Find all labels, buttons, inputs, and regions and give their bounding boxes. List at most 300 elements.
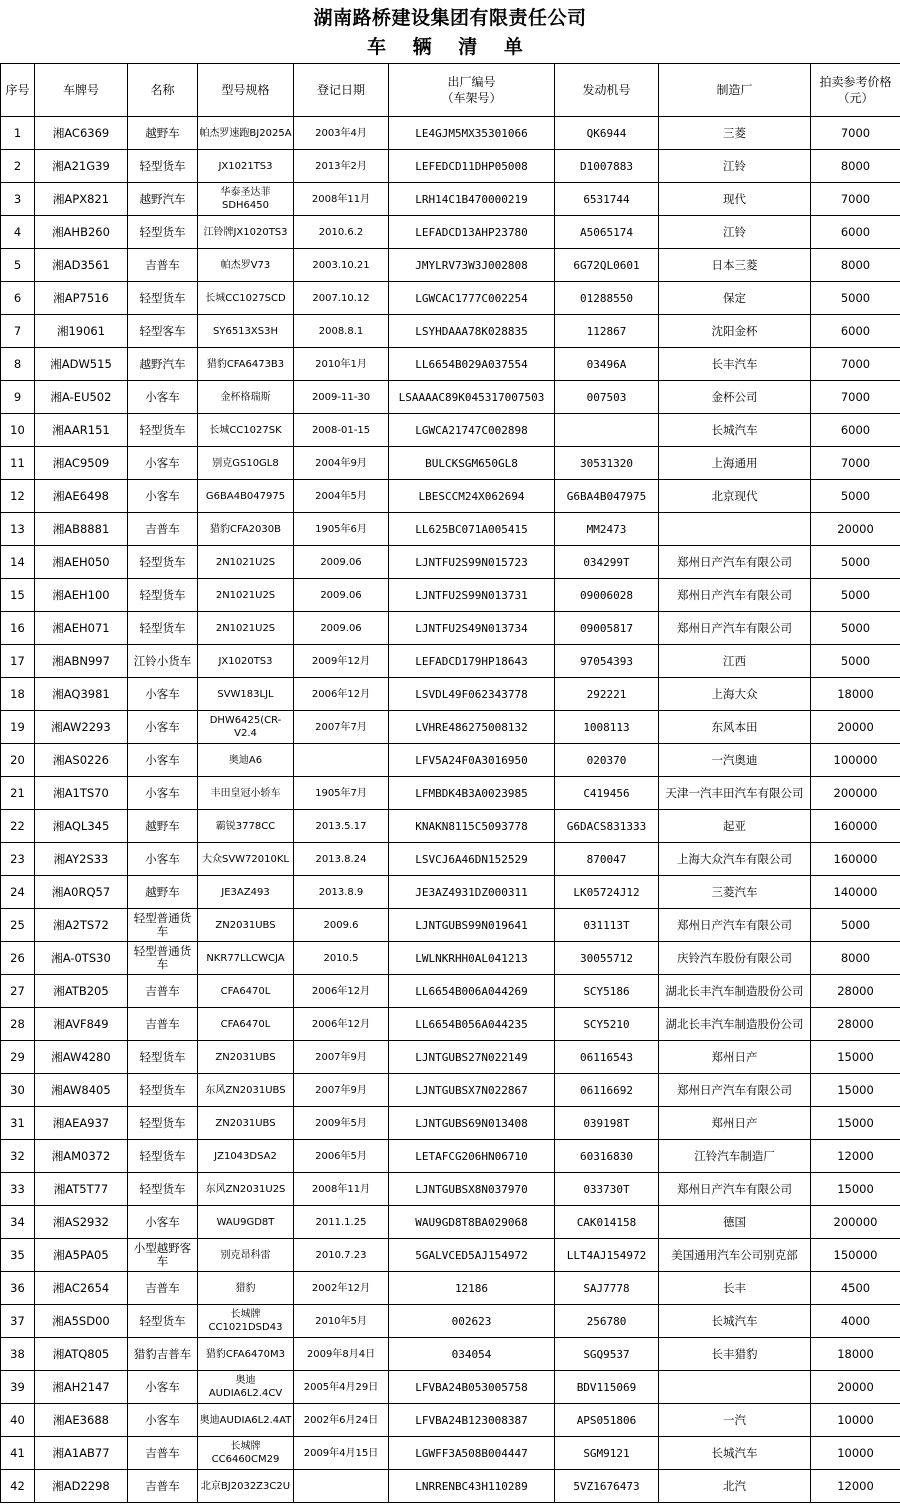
cell-price: 100000: [811, 744, 900, 777]
cell-price: 8000: [811, 942, 900, 975]
cell-model: G6BA4B047975: [198, 480, 294, 513]
cell-index: 24: [1, 876, 35, 909]
cell-name: 轻型货车: [128, 1041, 198, 1074]
cell-name: 越野汽车: [128, 348, 198, 381]
document-header: [0, 0, 900, 63]
table-row: [1, 744, 900, 777]
cell-plate: 湘AVF849: [35, 1008, 128, 1041]
cell-name: 小客车: [128, 447, 198, 480]
cell-maker: 长城汽车: [659, 1437, 811, 1470]
cell-price: 15000: [811, 1107, 900, 1140]
table-row: [1, 447, 900, 480]
cell-name: 轻型货车: [128, 414, 198, 447]
cell-plate: 湘ATQ805: [35, 1338, 128, 1371]
cell-plate: 湘AHB260: [35, 216, 128, 249]
cell-engine: 6G72QL0601: [555, 249, 659, 282]
cell-reg-date: 2009年8月4日: [294, 1338, 389, 1371]
cell-maker: 湖北长丰汽车制造股份公司: [659, 1008, 811, 1041]
cell-maker: 郑州日产: [659, 1041, 811, 1074]
cell-index: 4: [1, 216, 35, 249]
cell-plate: 湘AEA937: [35, 1107, 128, 1140]
header-vin: [389, 64, 555, 117]
cell-model: 帕杰罗速跑BJ2025A: [198, 117, 294, 150]
cell-maker: 美国通用汽车公司别克部: [659, 1239, 811, 1272]
cell-engine: [555, 414, 659, 447]
header-vin-line1: 出厂编号: [447, 75, 496, 89]
cell-model: 霸锐3778CC: [198, 810, 294, 843]
cell-maker: 上海大众汽车有限公司: [659, 843, 811, 876]
cell-price: 7000: [811, 348, 900, 381]
cell-name: 轻型货车: [128, 1074, 198, 1107]
cell-index: 35: [1, 1239, 35, 1272]
cell-reg-date: [294, 744, 389, 777]
table-row: [1, 975, 900, 1008]
table-row: [1, 711, 900, 744]
cell-model: 猎豹: [198, 1272, 294, 1305]
cell-reg-date: 2006年12月: [294, 975, 389, 1008]
cell-maker: 郑州日产汽车有限公司: [659, 1074, 811, 1107]
cell-engine: 031113T: [555, 909, 659, 942]
cell-vin: 002623: [389, 1305, 555, 1338]
cell-maker: 江西: [659, 645, 811, 678]
table-row: [1, 1008, 900, 1041]
cell-plate: 湘AD2298: [35, 1470, 128, 1503]
cell-reg-date: 2008年11月: [294, 183, 389, 216]
cell-plate: 湘AD3561: [35, 249, 128, 282]
header-name: 名称: [128, 64, 198, 117]
cell-price: 7000: [811, 183, 900, 216]
cell-name: 小客车: [128, 711, 198, 744]
cell-model: 猎豹CFA2030B: [198, 513, 294, 546]
cell-price: 15000: [811, 1041, 900, 1074]
cell-index: 29: [1, 1041, 35, 1074]
cell-model: 奥迪AUDIA6L2.4AT: [198, 1404, 294, 1437]
cell-model: WAU9GD8T: [198, 1206, 294, 1239]
cell-plate: 湘AEH100: [35, 579, 128, 612]
cell-price: 12000: [811, 1140, 900, 1173]
cell-vin: LFMBDK4B3A0023985: [389, 777, 555, 810]
cell-model: 东风ZN2031UBS: [198, 1074, 294, 1107]
cell-price: 7000: [811, 447, 900, 480]
cell-name: 轻型货车: [128, 150, 198, 183]
header-plate: 车牌号: [35, 64, 128, 117]
cell-index: 25: [1, 909, 35, 942]
cell-engine: C419456: [555, 777, 659, 810]
cell-engine: SCY5210: [555, 1008, 659, 1041]
cell-vin: LNRRENBC43H110289: [389, 1470, 555, 1503]
cell-engine: SGQ9537: [555, 1338, 659, 1371]
header-reg-date: 登记日期: [294, 64, 389, 117]
cell-index: 14: [1, 546, 35, 579]
cell-maker: 长城汽车: [659, 414, 811, 447]
cell-plate: 湘AE3688: [35, 1404, 128, 1437]
cell-engine: SCY5186: [555, 975, 659, 1008]
cell-index: 21: [1, 777, 35, 810]
table-row: [1, 150, 900, 183]
table-row: [1, 678, 900, 711]
cell-name: 轻型货车: [128, 1305, 198, 1338]
cell-model: 东风ZN2031U2S: [198, 1173, 294, 1206]
cell-model: ZN2031UBS: [198, 1041, 294, 1074]
cell-reg-date: 1905年7月: [294, 777, 389, 810]
cell-model: 长城牌CC6460CM29: [198, 1437, 294, 1470]
cell-price: 6000: [811, 414, 900, 447]
cell-index: 19: [1, 711, 35, 744]
cell-model: ZN2031UBS: [198, 1107, 294, 1140]
cell-plate: 湘AS0226: [35, 744, 128, 777]
cell-plate: 湘AM0372: [35, 1140, 128, 1173]
cell-index: 27: [1, 975, 35, 1008]
table-row: [1, 1305, 900, 1338]
cell-name: 轻型货车: [128, 1173, 198, 1206]
header-maker: 制造厂: [659, 64, 811, 117]
cell-vin: 5GALVCED5AJ154972: [389, 1239, 555, 1272]
cell-engine: 09006028: [555, 579, 659, 612]
cell-engine: APS051806: [555, 1404, 659, 1437]
cell-maker: 东风本田: [659, 711, 811, 744]
cell-reg-date: 2008年11月: [294, 1173, 389, 1206]
table-row: [1, 1272, 900, 1305]
header-vin-line2: （车架号）: [441, 91, 502, 105]
cell-model: 帕杰罗V73: [198, 249, 294, 282]
cell-maker: 上海大众: [659, 678, 811, 711]
cell-plate: 湘ABN997: [35, 645, 128, 678]
cell-plate: 湘A-0TS30: [35, 942, 128, 975]
cell-plate: 湘A5SD00: [35, 1305, 128, 1338]
cell-name: 越野车: [128, 876, 198, 909]
cell-maker: 郑州日产汽车有限公司: [659, 612, 811, 645]
cell-model: 2N1021U2S: [198, 579, 294, 612]
cell-model: CFA6470L: [198, 975, 294, 1008]
cell-plate: 湘A1TS70: [35, 777, 128, 810]
cell-reg-date: 2007年9月: [294, 1041, 389, 1074]
cell-maker: 三菱: [659, 117, 811, 150]
cell-vin: LSYHDAAA78K028835: [389, 315, 555, 348]
cell-engine: 256780: [555, 1305, 659, 1338]
table-row: [1, 348, 900, 381]
cell-maker: 德国: [659, 1206, 811, 1239]
cell-vin: JE3AZ4931DZ000311: [389, 876, 555, 909]
header-index: 序号: [1, 64, 35, 117]
cell-vin: LJNTGUBSX7N022867: [389, 1074, 555, 1107]
cell-plate: 湘AS2932: [35, 1206, 128, 1239]
cell-index: 3: [1, 183, 35, 216]
table-row: [1, 513, 900, 546]
cell-index: 34: [1, 1206, 35, 1239]
cell-index: 37: [1, 1305, 35, 1338]
table-body: [1, 117, 900, 1503]
cell-reg-date: 2010年5月: [294, 1305, 389, 1338]
cell-model: JX1020TS3: [198, 645, 294, 678]
cell-name: 吉普车: [128, 1008, 198, 1041]
cell-vin: LFVBA24B123008387: [389, 1404, 555, 1437]
table-row: [1, 1206, 900, 1239]
table-row: [1, 1470, 900, 1503]
cell-price: 12000: [811, 1470, 900, 1503]
cell-reg-date: 2006年12月: [294, 1008, 389, 1041]
cell-vin: LBESCCM24X062694: [389, 480, 555, 513]
table-row: [1, 1338, 900, 1371]
cell-vin: LJNTGUBSX8N037970: [389, 1173, 555, 1206]
table-header-row: [1, 64, 900, 117]
company-name: 湖南路桥建设集团有限责任公司: [313, 7, 587, 29]
cell-price: 10000: [811, 1437, 900, 1470]
cell-plate: 湘A0RQ57: [35, 876, 128, 909]
cell-plate: 湘A2TS72: [35, 909, 128, 942]
cell-price: 200000: [811, 777, 900, 810]
cell-reg-date: 2010.5: [294, 942, 389, 975]
cell-maker: 金杯公司: [659, 381, 811, 414]
cell-name: 小客车: [128, 381, 198, 414]
cell-reg-date: 2009年4月15日: [294, 1437, 389, 1470]
cell-name: 吉普车: [128, 1470, 198, 1503]
cell-index: 17: [1, 645, 35, 678]
table-row: [1, 876, 900, 909]
cell-index: 18: [1, 678, 35, 711]
cell-vin: LFVBA24B053005758: [389, 1371, 555, 1404]
cell-reg-date: 2010.7.23: [294, 1239, 389, 1272]
cell-maker: 郑州日产汽车有限公司: [659, 546, 811, 579]
table-row: [1, 1107, 900, 1140]
cell-reg-date: 2003.10.21: [294, 249, 389, 282]
cell-model: CFA6470L: [198, 1008, 294, 1041]
cell-price: 28000: [811, 1008, 900, 1041]
cell-name: 越野汽车: [128, 183, 198, 216]
cell-plate: 湘AP7516: [35, 282, 128, 315]
cell-price: 150000: [811, 1239, 900, 1272]
cell-index: 8: [1, 348, 35, 381]
cell-plate: 湘A1AB77: [35, 1437, 128, 1470]
cell-model: JZ1043DSA2: [198, 1140, 294, 1173]
cell-vin: LETAFCG206HN06710: [389, 1140, 555, 1173]
cell-price: 140000: [811, 876, 900, 909]
cell-plate: 湘AE6498: [35, 480, 128, 513]
cell-reg-date: 2005年4月29日: [294, 1371, 389, 1404]
cell-plate: 湘AW2293: [35, 711, 128, 744]
cell-engine: 30055712: [555, 942, 659, 975]
cell-plate: 湘AT5T77: [35, 1173, 128, 1206]
cell-plate: 湘AC2654: [35, 1272, 128, 1305]
cell-engine: D1007883: [555, 150, 659, 183]
table-row: [1, 810, 900, 843]
cell-maker: 北汽: [659, 1470, 811, 1503]
document-title: 车 辆 清 单: [367, 36, 533, 58]
cell-model: SY6513XS3H: [198, 315, 294, 348]
cell-maker: 沈阳金杯: [659, 315, 811, 348]
cell-engine: MM2473: [555, 513, 659, 546]
cell-vin: LL6654B056A044235: [389, 1008, 555, 1041]
cell-reg-date: 2006年12月: [294, 678, 389, 711]
cell-model: 大众SVW72010KL: [198, 843, 294, 876]
cell-maker: 一汽: [659, 1404, 811, 1437]
cell-vin: WAU9GD8T8BA029068: [389, 1206, 555, 1239]
cell-model: 长城牌CC1021DSD43: [198, 1305, 294, 1338]
cell-name: 越野车: [128, 117, 198, 150]
cell-reg-date: 2003年4月: [294, 117, 389, 150]
cell-maker: 郑州日产汽车有限公司: [659, 909, 811, 942]
cell-engine: LLT4AJ154972: [555, 1239, 659, 1272]
cell-reg-date: 2009年5月: [294, 1107, 389, 1140]
cell-price: 7000: [811, 117, 900, 150]
cell-reg-date: 2013.5.17: [294, 810, 389, 843]
cell-name: 轻型普通货车: [128, 942, 198, 975]
cell-vin: LEFADCD13AHP23780: [389, 216, 555, 249]
cell-index: 20: [1, 744, 35, 777]
cell-plate: 湘AAR151: [35, 414, 128, 447]
cell-index: 39: [1, 1371, 35, 1404]
cell-name: 越野车: [128, 810, 198, 843]
cell-price: 15000: [811, 1173, 900, 1206]
table-row: [1, 843, 900, 876]
cell-index: 32: [1, 1140, 35, 1173]
table-row: [1, 216, 900, 249]
cell-maker: [659, 513, 811, 546]
cell-vin: KNAKN8115C5093778: [389, 810, 555, 843]
cell-reg-date: 2011.1.25: [294, 1206, 389, 1239]
cell-maker: 一汽奥迪: [659, 744, 811, 777]
cell-index: 33: [1, 1173, 35, 1206]
cell-reg-date: 2002年12月: [294, 1272, 389, 1305]
cell-name: 吉普车: [128, 1437, 198, 1470]
cell-engine: CAK014158: [555, 1206, 659, 1239]
cell-price: 20000: [811, 1371, 900, 1404]
cell-price: 20000: [811, 711, 900, 744]
cell-model: 奥迪AUDIA6L2.4CV: [198, 1371, 294, 1404]
cell-index: 40: [1, 1404, 35, 1437]
cell-vin: LSVDL49F062343778: [389, 678, 555, 711]
cell-plate: 湘ADW515: [35, 348, 128, 381]
cell-model: 2N1021U2S: [198, 612, 294, 645]
cell-index: 26: [1, 942, 35, 975]
cell-model: 猎豹CFA6470M3: [198, 1338, 294, 1371]
table-row: [1, 1140, 900, 1173]
cell-price: 18000: [811, 1338, 900, 1371]
cell-engine: 033730T: [555, 1173, 659, 1206]
cell-maker: 庆铃汽车股份有限公司: [659, 942, 811, 975]
cell-reg-date: [294, 1470, 389, 1503]
table-row: [1, 1041, 900, 1074]
header-price-line1: 拍卖参考价格: [819, 75, 892, 89]
cell-engine: 06116543: [555, 1041, 659, 1074]
cell-maker: 现代: [659, 183, 811, 216]
cell-vin: LWLNKRHH0AL041213: [389, 942, 555, 975]
cell-price: 5000: [811, 282, 900, 315]
table-row: [1, 183, 900, 216]
cell-maker: 江铃: [659, 150, 811, 183]
cell-name: 小客车: [128, 744, 198, 777]
table-row: [1, 480, 900, 513]
cell-engine: QK6944: [555, 117, 659, 150]
cell-name: 小客车: [128, 843, 198, 876]
cell-index: 41: [1, 1437, 35, 1470]
cell-price: 20000: [811, 513, 900, 546]
cell-engine: 034299T: [555, 546, 659, 579]
cell-price: 6000: [811, 315, 900, 348]
cell-vin: LGWCA21747C002898: [389, 414, 555, 447]
cell-engine: 6531744: [555, 183, 659, 216]
cell-index: 6: [1, 282, 35, 315]
cell-vin: LJNTGUBS69N013408: [389, 1107, 555, 1140]
cell-index: 42: [1, 1470, 35, 1503]
cell-name: 轻型货车: [128, 1107, 198, 1140]
cell-index: 31: [1, 1107, 35, 1140]
cell-plate: 湘AC9509: [35, 447, 128, 480]
cell-reg-date: 2009-11-30: [294, 381, 389, 414]
table-row: [1, 282, 900, 315]
cell-index: 38: [1, 1338, 35, 1371]
cell-vin: LJNTFU2S99N013731: [389, 579, 555, 612]
cell-vin: LL6654B029A037554: [389, 348, 555, 381]
cell-maker: 三菱汽车: [659, 876, 811, 909]
cell-maker: 起亚: [659, 810, 811, 843]
cell-price: 28000: [811, 975, 900, 1008]
cell-vin: BULCKSGM650GL8: [389, 447, 555, 480]
cell-reg-date: 2013.8.9: [294, 876, 389, 909]
cell-maker: 北京现代: [659, 480, 811, 513]
cell-name: 小客车: [128, 1404, 198, 1437]
cell-maker: 郑州日产汽车有限公司: [659, 579, 811, 612]
table-row: [1, 117, 900, 150]
cell-index: 16: [1, 612, 35, 645]
table-row: [1, 1239, 900, 1272]
cell-model: 丰田皇冠小轿车: [198, 777, 294, 810]
cell-engine: 1008113: [555, 711, 659, 744]
cell-model: 长城CC1027SCD: [198, 282, 294, 315]
cell-price: 4500: [811, 1272, 900, 1305]
cell-reg-date: 2002年6月24日: [294, 1404, 389, 1437]
cell-model: 奥迪A6: [198, 744, 294, 777]
cell-engine: 06116692: [555, 1074, 659, 1107]
cell-model: JE3AZ493: [198, 876, 294, 909]
cell-plate: 湘A21G39: [35, 150, 128, 183]
cell-reg-date: 2006年5月: [294, 1140, 389, 1173]
cell-vin: LGWCAC1777C002254: [389, 282, 555, 315]
cell-maker: 保定: [659, 282, 811, 315]
cell-vin: LJNTFU2S99N015723: [389, 546, 555, 579]
cell-name: 轻型客车: [128, 315, 198, 348]
cell-engine: 01288550: [555, 282, 659, 315]
cell-reg-date: 2013年2月: [294, 150, 389, 183]
cell-name: 小客车: [128, 480, 198, 513]
table-row: [1, 315, 900, 348]
table-row: [1, 1371, 900, 1404]
cell-index: 1: [1, 117, 35, 150]
cell-maker: 天津一汽丰田汽车有限公司: [659, 777, 811, 810]
header-price-line2: （元）: [837, 91, 874, 105]
cell-name: 猎豹吉普车: [128, 1338, 198, 1371]
table-row: [1, 1404, 900, 1437]
cell-engine: 870047: [555, 843, 659, 876]
cell-maker: [659, 1371, 811, 1404]
cell-engine: G6BA4B047975: [555, 480, 659, 513]
cell-maker: 江铃汽车制造厂: [659, 1140, 811, 1173]
table-row: [1, 579, 900, 612]
cell-index: 28: [1, 1008, 35, 1041]
cell-maker: 长丰汽车: [659, 348, 811, 381]
cell-name: 江铃小货车: [128, 645, 198, 678]
cell-name: 轻型货车: [128, 612, 198, 645]
cell-reg-date: 2004年5月: [294, 480, 389, 513]
cell-engine: 60316830: [555, 1140, 659, 1173]
cell-price: 10000: [811, 1404, 900, 1437]
cell-vin: 034054: [389, 1338, 555, 1371]
cell-model: 别克GS10GL8: [198, 447, 294, 480]
cell-plate: 湘AQL345: [35, 810, 128, 843]
cell-reg-date: 2007年9月: [294, 1074, 389, 1107]
cell-engine: LK05724J12: [555, 876, 659, 909]
cell-name: 小客车: [128, 777, 198, 810]
cell-price: 18000: [811, 678, 900, 711]
